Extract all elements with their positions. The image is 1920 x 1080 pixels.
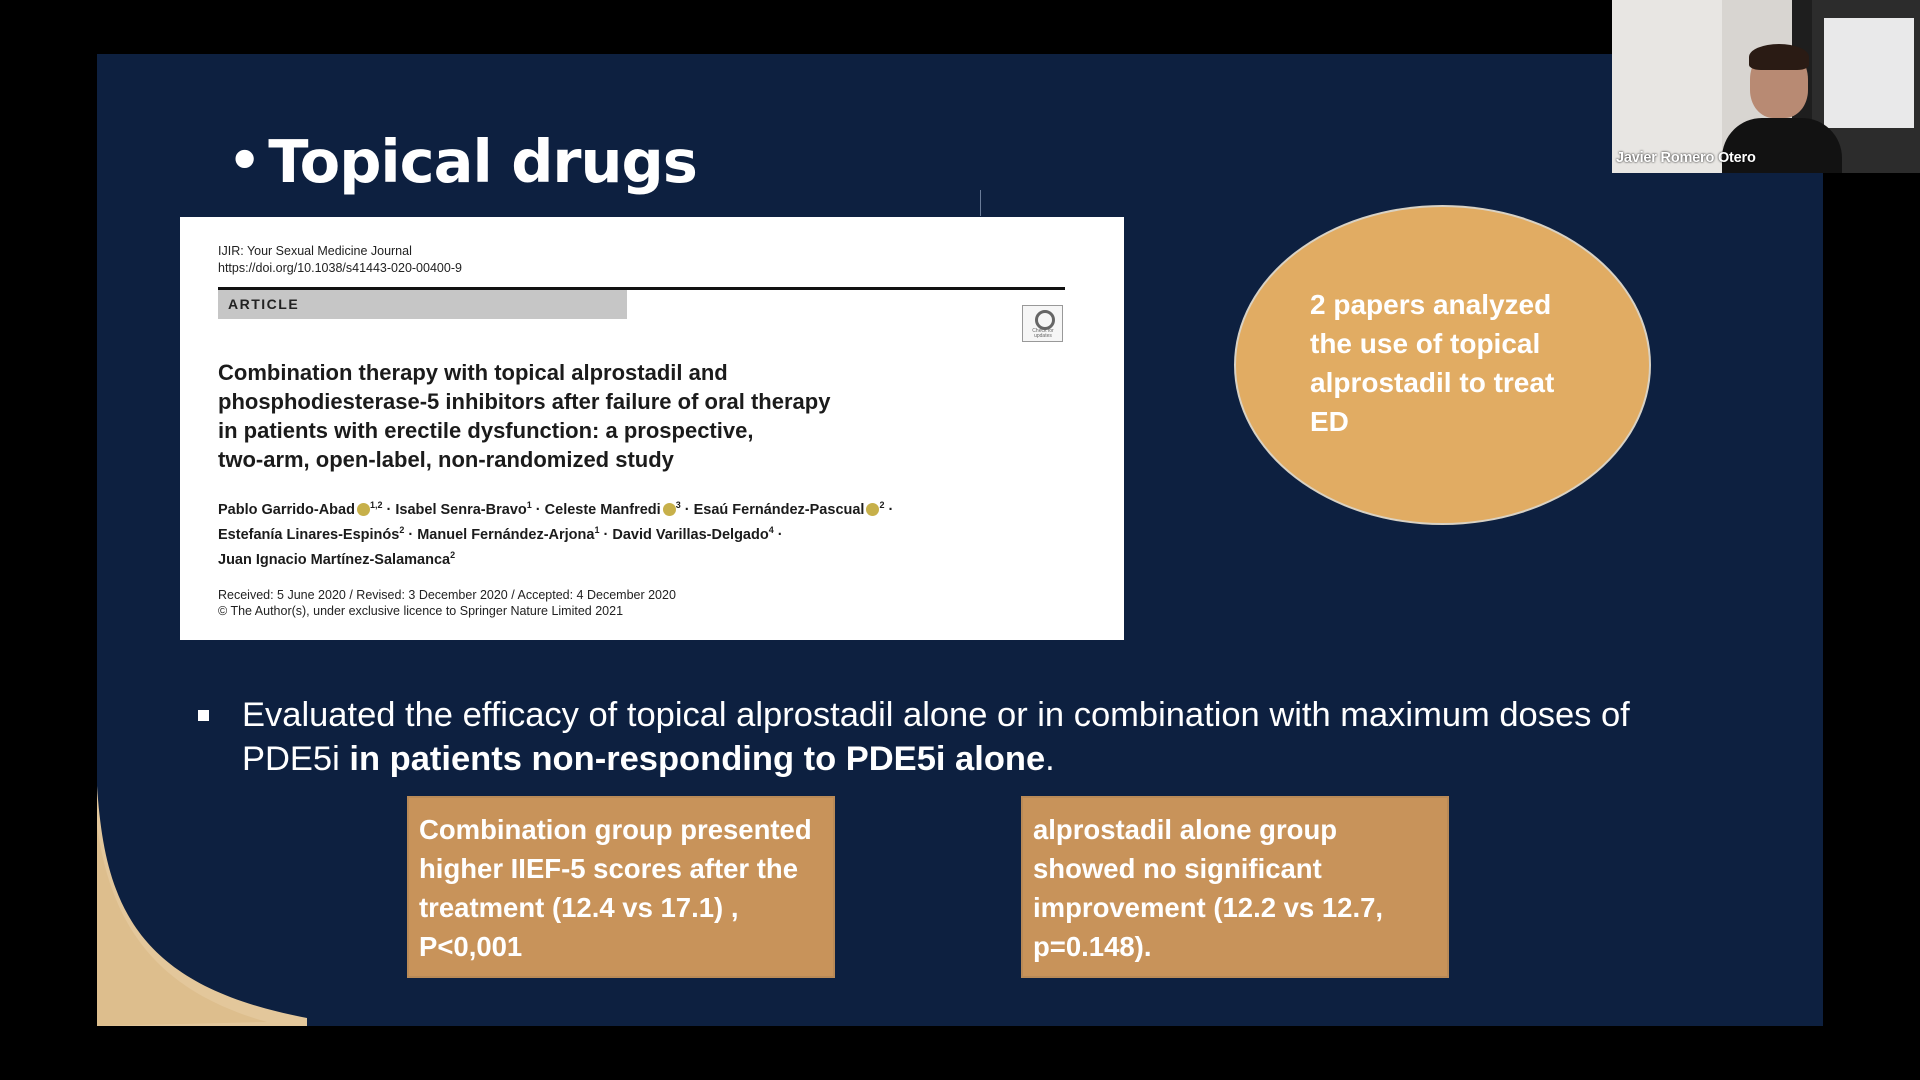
- author-name: Isabel Senra-Bravo: [395, 501, 527, 518]
- paper-title: [218, 358, 830, 474]
- journal-header: [218, 243, 462, 277]
- summary-oval-text: 2 papers analyzed the use of topical alprostadil to treat ED: [1310, 289, 1555, 437]
- paper-title-line: phosphodiesterase-5 inhibitors after failure of oral therapy: [218, 389, 831, 414]
- result-box-combination: [407, 796, 835, 978]
- author-name: Esaú Fernández-Pascual: [693, 501, 865, 518]
- orcid-icon: [357, 503, 370, 516]
- presentation-slide: [97, 54, 1823, 1026]
- journal-doi: https://doi.org/10.1038/s41443-020-00400-9: [218, 261, 462, 275]
- result-box-alprostadil: [1021, 796, 1449, 978]
- author-name: Estefanía Linares-Espinós: [218, 526, 400, 543]
- square-bullet-icon: [198, 710, 209, 721]
- author-name: Manuel Fernández-Arjona: [417, 526, 595, 543]
- corner-decoration: [97, 786, 307, 1026]
- orcid-icon: [663, 503, 676, 516]
- author-name: David Varillas-Delgado: [612, 526, 769, 543]
- article-section-label: ARTICLE: [218, 290, 627, 319]
- author-name: Pablo Garrido-Abad: [218, 501, 355, 518]
- bullet-point-text: [242, 693, 1702, 781]
- participant-video-tile[interactable]: [1612, 0, 1920, 173]
- participant-name-label: Javier Romero Otero: [1616, 150, 1756, 166]
- update-icon: [1035, 310, 1055, 330]
- result-combination-text: Combination group presented higher IIEF-5 scores after the treatment (12.4 vs 17.1) , P<0,001: [419, 814, 812, 962]
- author-affiliation: 1: [594, 524, 600, 535]
- author-affiliation: 4: [768, 524, 774, 535]
- update-badge-caption: Check for updates: [1032, 328, 1054, 339]
- paper-dates: [218, 587, 676, 619]
- journal-name: IJIR: Your Sexual Medicine Journal: [218, 244, 412, 258]
- author-name: Celeste Manfredi: [544, 501, 661, 518]
- paper-title-line: Combination therapy with topical alprostadil and: [218, 360, 728, 385]
- result-alprostadil-text: alprostadil alone group showed no significant improvement (12.2 vs 12.7, p=0.148).: [1033, 814, 1384, 962]
- paper-title-line: two-arm, open-label, non-randomized study: [218, 447, 674, 472]
- bullet-bold-text: in patients non-responding to PDE5i alone: [349, 740, 1046, 778]
- copyright-line: © The Author(s), under exclusive licence to Springer Nature Limited 2021: [218, 604, 624, 618]
- author-affiliation: 2: [450, 549, 456, 560]
- paper-title-line: in patients with erectile dysfunction: a prospective,: [218, 418, 754, 443]
- author-affiliation: 1,2: [369, 500, 383, 510]
- author-name: Juan Ignacio Martínez-Salamanca: [218, 551, 451, 568]
- paper-authors: Pablo Garrido-Abad $^{1,2}$ · Isabel Senra-Bravo$^1$ · Celeste Manfredi $^3$ · Esaú Fernández-Pascual $^2$ · Estefanía Linares-Espinós$^2$ · Manuel Fernández-Arjona$^1$ · David Varillas-Delgado$^4$ · Juan Ignacio Martínez-Salamanca$^2$: [218, 500, 894, 568]
- check-for-updates-badge: [1022, 305, 1063, 342]
- author-affiliation: 2: [399, 524, 405, 535]
- received-dates: Received: 5 June 2020 / Revised: 3 December 2020 / Accepted: 4 December 2020: [218, 588, 676, 602]
- bullet-end-text: .: [1045, 740, 1055, 778]
- paper-screenshot: [180, 217, 1124, 640]
- orcid-icon: [866, 503, 879, 516]
- author-affiliation: 1: [526, 500, 532, 510]
- divider-line: [980, 190, 981, 216]
- slide-title-text: Topical drugs: [268, 127, 697, 196]
- bullet-normal-text: Evaluated the efficacy of topical alprostadil alone or in combination with maximum doses of PDE5i: [242, 696, 1630, 778]
- slide-title: [228, 127, 697, 196]
- author-affiliation: 3: [675, 500, 681, 510]
- author-affiliation: 2: [879, 500, 885, 510]
- title-bullet: •: [228, 131, 261, 191]
